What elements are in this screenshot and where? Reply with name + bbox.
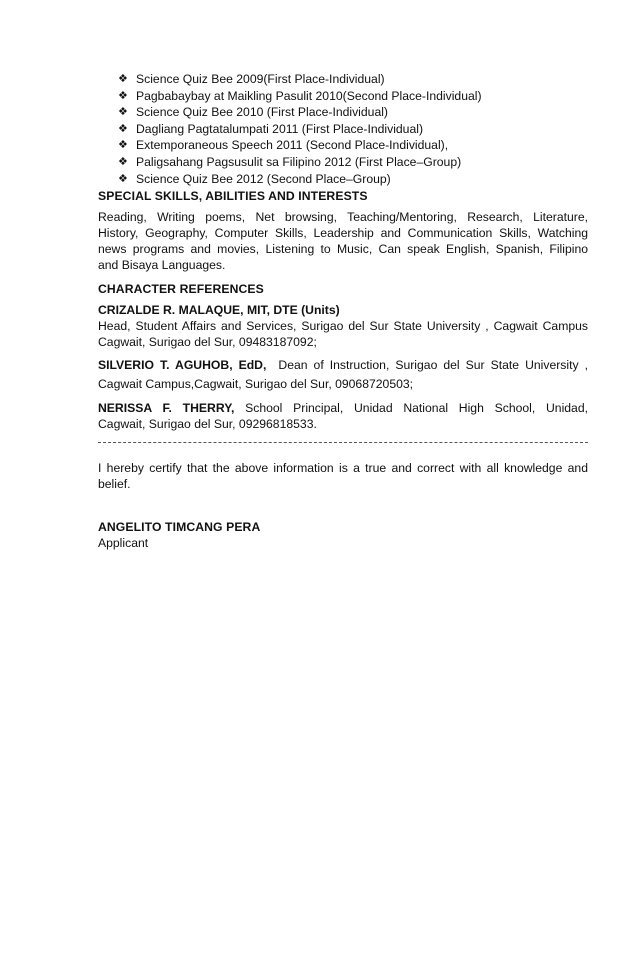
reference-line [98,357,588,373]
diamond-bullet-icon: ❖ [118,138,128,152]
list-item [118,71,482,88]
reference-detail: School Principal, Unidad National High School, Unidad, [245,401,588,415]
diamond-bullet-icon: ❖ [118,171,128,185]
section-divider [98,442,588,443]
reference-line: Head, Student Affairs and Services, Surigao del Sur State University , Cagwait Campus [98,319,588,333]
skills-line: History, Geography, Computer Skills, Leadership and Communication Skills, Watching [98,226,588,240]
skills-heading: SPECIAL SKILLS, ABILITIES AND INTERESTS [98,189,368,203]
diamond-bullet-icon: ❖ [118,72,128,85]
reference-1 [98,302,588,350]
diamond-bullet-icon: ❖ [118,154,128,168]
references-heading: CHARACTER REFERENCES [98,282,264,296]
list-item [118,121,482,138]
diamond-bullet-icon: ❖ [118,88,128,102]
list-item [118,88,482,105]
award-text: Dagliang Pagtatalumpati 2011 (First Place-Individual) [136,121,424,136]
reference-line: Cagwait, Surigao del Sur, 09483187092; [98,335,317,349]
applicant-role: Applicant [98,536,149,550]
reference-2 [98,357,588,392]
award-text: Pagbabaybay at Maikling Pasulit 2010(Second Place-Individual) [136,88,482,103]
list-item [118,154,482,171]
reference-name: SILVERIO T. AGUHOB, EdD, [98,358,267,372]
signature-block [98,519,588,551]
reference-line: Cagwait Campus,Cagwait, Surigao del Sur, 09068720503; [98,377,414,391]
award-text: Extemporaneous Speech 2011 (Second Place-Individual), [136,138,449,153]
skills-paragraph [98,209,588,273]
reference-3 [98,400,588,432]
reference-detail: Dean of Instruction, Surigao del Sur State University , [278,358,588,372]
certification-line: I hereby certify that the above information is a true and correct with all knowledge and [98,461,588,475]
reference-name: NERISSA F. THERRY, [98,401,235,415]
reference-name: CRIZALDE R. MALAQUE, MIT, DTE (Units) [98,303,340,317]
skills-line: and Bisaya Languages. [98,258,226,272]
list-item [118,104,482,121]
award-text: Science Quiz Bee 2010 (First Place-Individual) [136,105,388,120]
reference-line [98,400,588,416]
certification-line: belief. [98,477,131,491]
skills-line: Reading, Writing poems, Net browsing, Teaching/Mentoring, Research, Literature, [98,210,588,224]
award-text: Science Quiz Bee 2012 (Second Place–Group) [136,171,391,186]
applicant-name: ANGELITO TIMCANG PERA [98,520,261,534]
diamond-bullet-icon: ❖ [118,105,128,119]
skills-line: news programs and movies, Listening to Music, Can speak English, Spanish, Filipino [98,242,588,256]
list-item [118,171,482,188]
reference-line: Cagwait, Surigao del Sur, 09296818533. [98,417,317,431]
diamond-bullet-icon: ❖ [118,121,128,135]
certification-paragraph [98,460,588,492]
awards-list [118,71,482,187]
award-text: Science Quiz Bee 2009(First Place-Individual) [136,72,385,86]
award-text: Paligsahang Pagsusulit sa Filipino 2012 (First Place–Group) [136,154,462,169]
list-item [118,137,482,154]
